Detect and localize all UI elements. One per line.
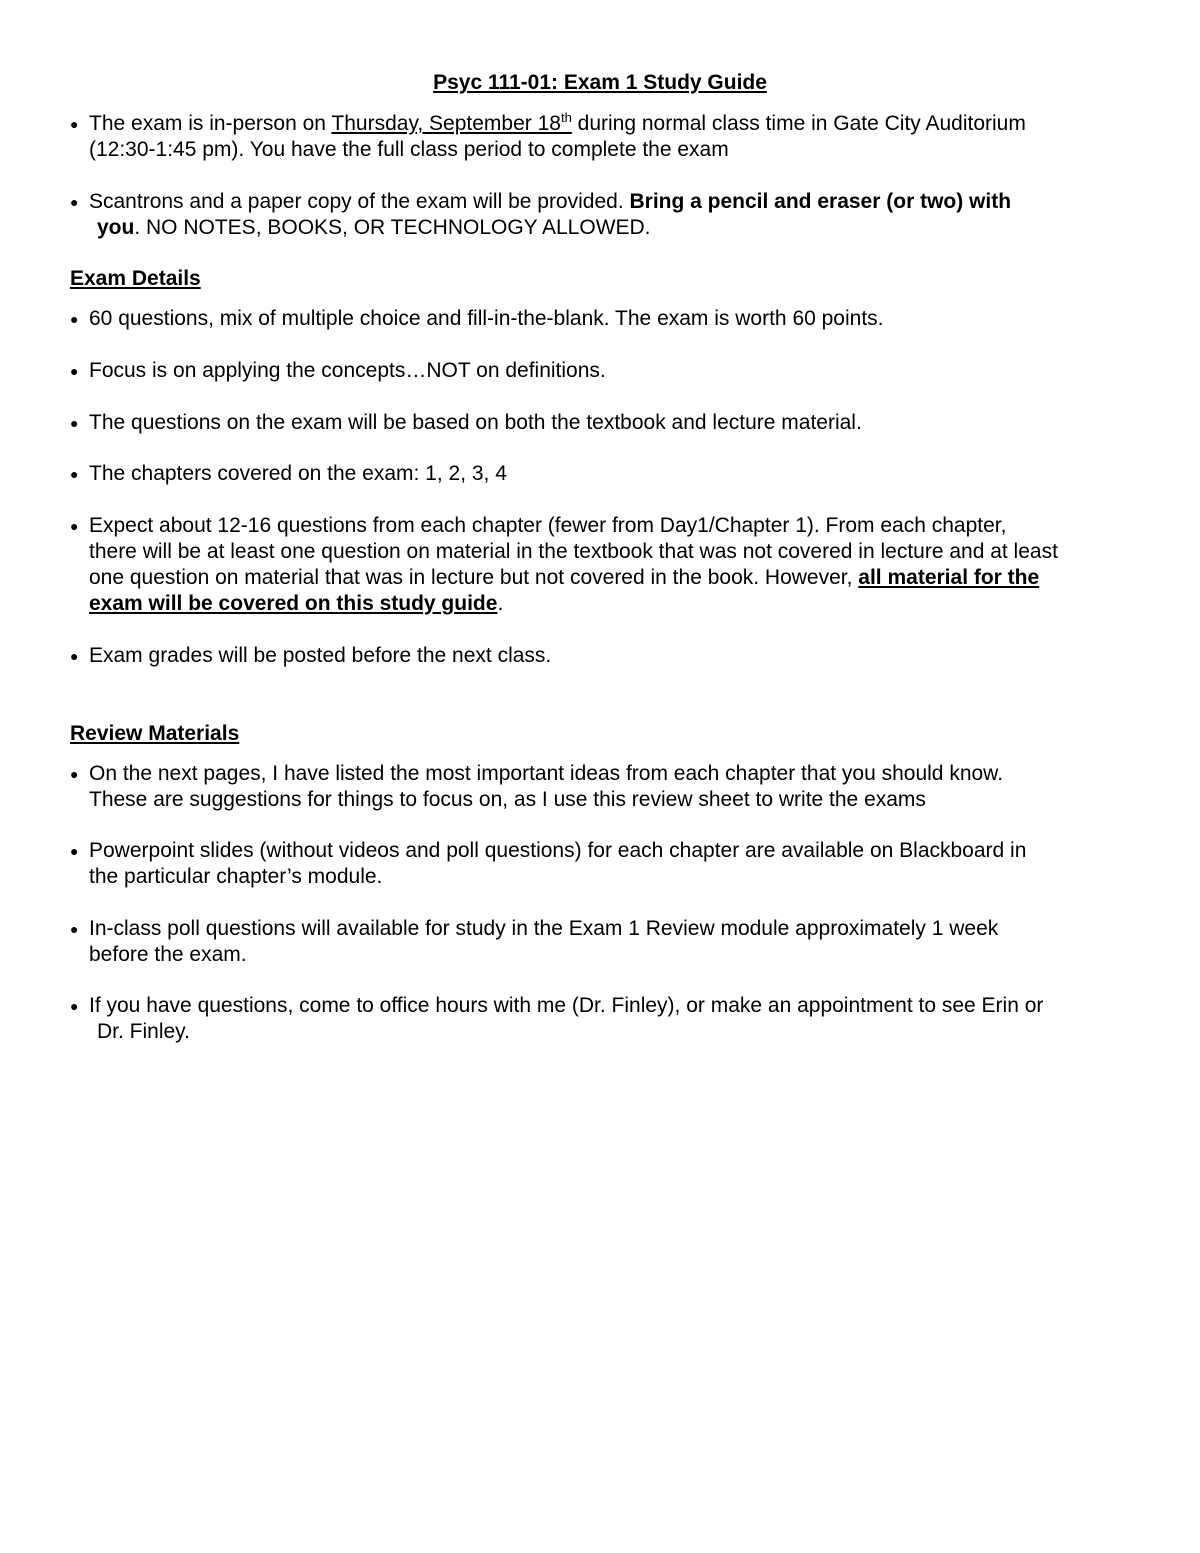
bullet-icon: ● bbox=[70, 466, 79, 482]
intro-materials-item bbox=[70, 189, 1140, 241]
intro-materials-pre: Scantrons and a paper copy of the exam will be provided. bbox=[89, 190, 630, 213]
bullet-icon: ● bbox=[70, 116, 79, 132]
exam-detail-item: ● The questions on the exam will be based on both the textbook and lecture material. bbox=[70, 411, 862, 434]
review-item: ● Powerpoint slides (without videos and poll questions) for each chapter are available on Blackboard in the particular chapter’s module. bbox=[70, 839, 1027, 888]
bullet-icon: ● bbox=[70, 311, 79, 327]
intro-materials-bold1: Bring a pencil and eraser (or two) with bbox=[629, 190, 1012, 213]
bullet-icon: ● bbox=[70, 363, 79, 379]
bullet-icon: ● bbox=[70, 998, 79, 1014]
exam-detail-grades-item: ● Exam grades will be posted before the next class. bbox=[70, 644, 552, 667]
bullet-icon: ● bbox=[70, 921, 79, 937]
bullet-icon: ● bbox=[70, 415, 79, 431]
bullet-icon: ● bbox=[70, 648, 79, 664]
review-item: ● In-class poll questions will available for study in the Exam 1 Review module approximately 1 week before the exam. bbox=[70, 917, 999, 966]
bullet-icon: ● bbox=[70, 766, 79, 782]
review-item: ● If you have questions, come to office hours with me (Dr. Finley), or make an appointment to see Erin or Dr. Finley. bbox=[70, 994, 1044, 1043]
bullet-icon: ● bbox=[70, 518, 79, 534]
exam-date: Thursday, September 18th bbox=[331, 110, 572, 135]
intro-date-pre: The exam is in-person on bbox=[89, 112, 332, 135]
bullet-icon: ● bbox=[70, 194, 79, 210]
intro-materials-post: . NO NOTES, BOOKS, OR TECHNOLOGY ALLOWED. bbox=[134, 216, 651, 239]
intro-exam-date-item bbox=[70, 111, 1140, 163]
emphasis-text: all material for the bbox=[858, 566, 1040, 589]
bullet-icon: ● bbox=[70, 843, 79, 859]
exam-detail-expect-item: ● Expect about 12-16 questions from each chapter (fewer from Day1/Chapter 1). From each chapter, there will be at least one question on material in the textbook that was not covered in lecture and at least one question on material that was in lecture but not covered in the book. However, all material for the exam will be covered on this study guide. bbox=[70, 514, 1058, 615]
page-title: Psyc 111-01: Exam 1 Study Guide bbox=[433, 71, 767, 94]
review-materials-heading: Review Materials bbox=[70, 722, 240, 745]
emphasis-text: exam will be covered on this study guide bbox=[89, 592, 498, 615]
review-item: ● On the next pages, I have listed the most important ideas from each chapter that you should know. These are suggestions for things to focus on, as I use this review sheet to write the exams bbox=[70, 762, 1004, 811]
exam-detail-item: ● The chapters covered on the exam: 1, 2, 3, 4 bbox=[70, 462, 507, 485]
exam-details-heading: Exam Details bbox=[70, 267, 201, 290]
intro-date-post: during normal class time in Gate City Auditorium bbox=[571, 112, 1026, 135]
intro-date-line2: (12:30-1:45 pm). You have the full class period to complete the exam bbox=[89, 138, 729, 161]
exam-detail-item: ● Focus is on applying the concepts…NOT on definitions. bbox=[70, 359, 606, 382]
intro-materials-bold2: you bbox=[97, 216, 135, 239]
exam-detail-item: ● 60 questions, mix of multiple choice and fill-in-the-blank. The exam is worth 60 points. bbox=[70, 307, 884, 330]
